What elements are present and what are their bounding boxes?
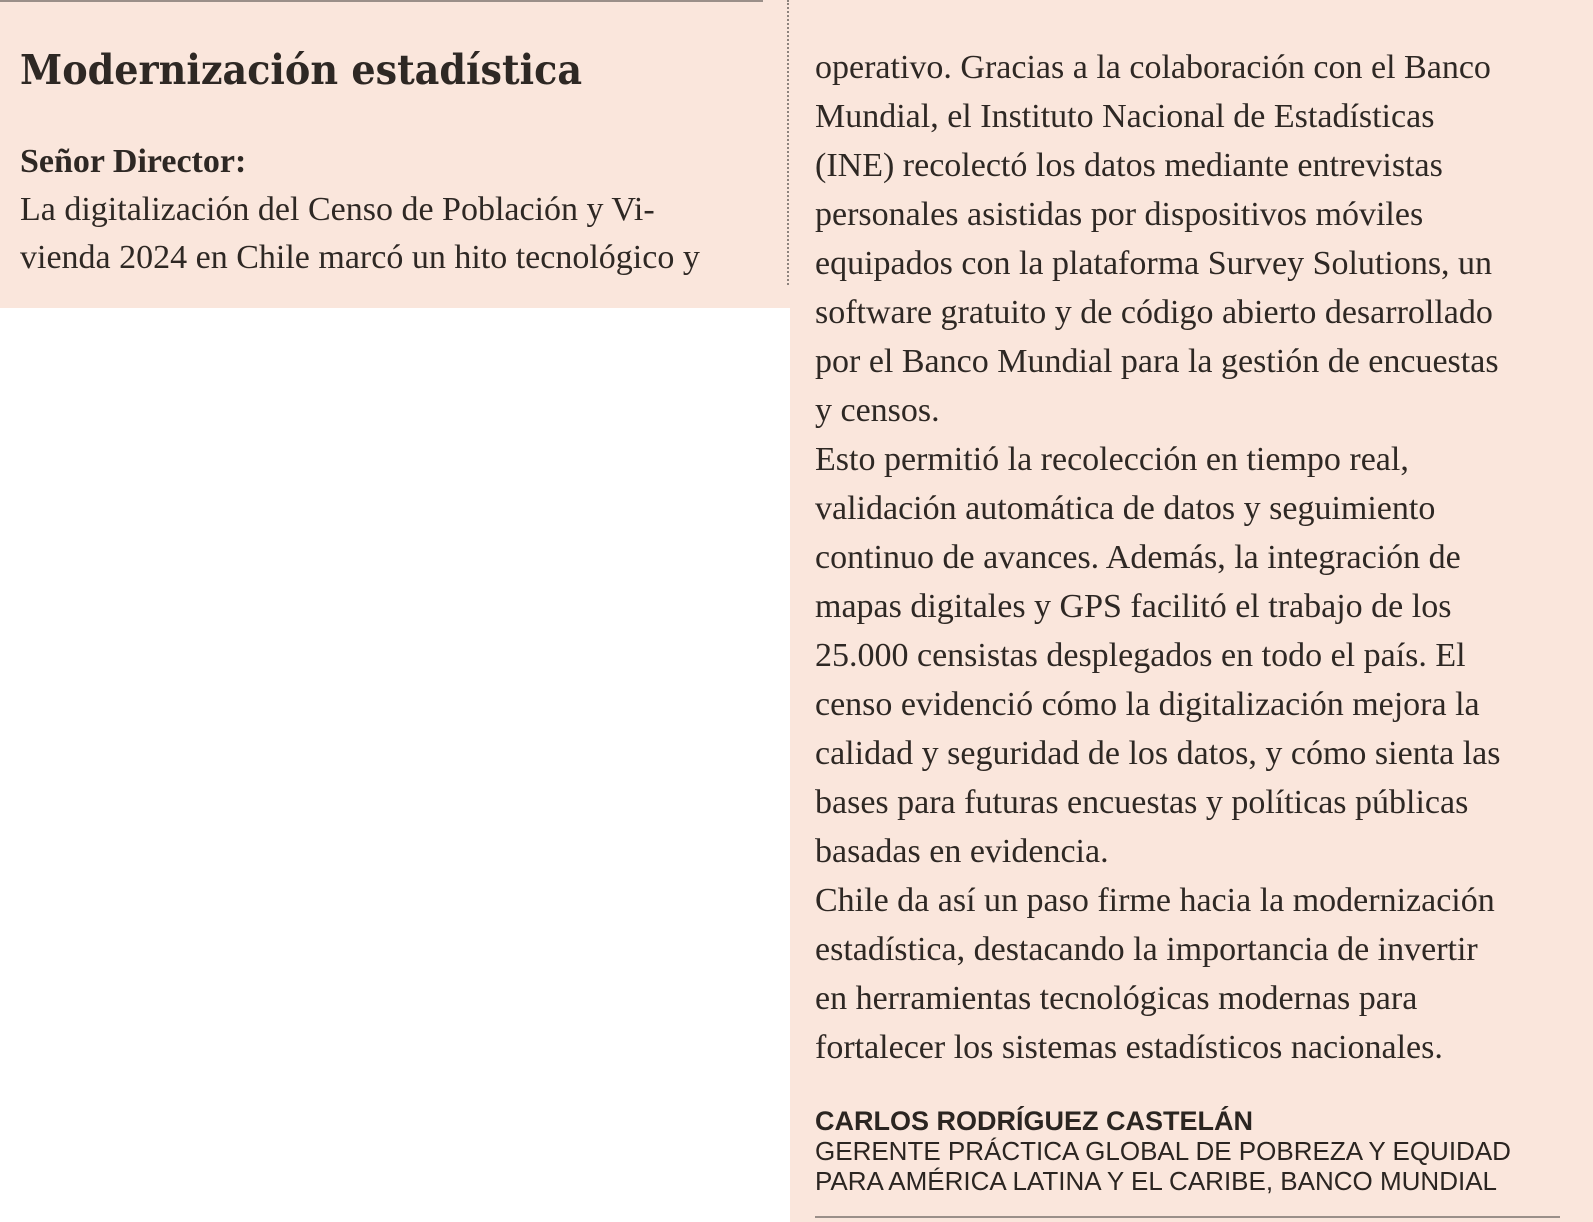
body-line: Chile da así un paso firme hacia la modernización <box>815 882 1495 919</box>
body-line: software gratuito y de código abierto desarrollado <box>815 294 1493 331</box>
top-rule <box>0 0 763 2</box>
body-line: estadística, destacando la importancia de invertir <box>815 931 1478 968</box>
salutation: Señor Director: <box>20 143 247 180</box>
left-column-line: vienda 2024 en Chile marcó un hito tecnológico y <box>20 239 700 276</box>
signature-name: CARLOS RODRÍGUEZ CASTELÁN <box>815 1106 1253 1136</box>
body-line: mapas digitales y GPS facilitó el trabajo de los <box>815 588 1452 625</box>
body-line: operativo. Gracias a la colaboración con el Banco <box>815 49 1491 86</box>
signature-role: PARA AMÉRICA LATINA Y EL CARIBE, BANCO MUNDIAL <box>815 1166 1497 1196</box>
letter-headline: Modernización estadística <box>20 46 583 94</box>
body-line: por el Banco Mundial para la gestión de encuestas <box>815 343 1499 380</box>
body-line: calidad y seguridad de los datos, y cómo sienta las <box>815 735 1501 772</box>
body-line: 25.000 censistas desplegados en todo el país. El <box>815 637 1466 674</box>
body-line: Mundial, el Instituto Nacional de Estadísticas <box>815 98 1435 135</box>
body-line: continuo de avances. Además, la integración de <box>815 539 1461 576</box>
body-line: validación automática de datos y seguimiento <box>815 490 1436 527</box>
body-line: bases para futuras encuestas y políticas públicas <box>815 784 1469 821</box>
body-line: personales asistidas por dispositivos móviles <box>815 196 1424 233</box>
bottom-rule <box>815 1216 1560 1218</box>
body-line: basadas en evidencia. <box>815 833 1109 870</box>
body-line: equipados con la plataforma Survey Solutions, un <box>815 245 1493 282</box>
column-divider <box>787 0 789 285</box>
body-line: censo evidenció cómo la digitalización mejora la <box>815 686 1480 723</box>
body-line: fortalecer los sistemas estadísticos nacionales. <box>815 1029 1443 1066</box>
signature-role: GERENTE PRÁCTICA GLOBAL DE POBREZA Y EQUIDAD <box>815 1136 1511 1166</box>
body-line: en herramientas tecnológicas modernas para <box>815 980 1418 1017</box>
body-line: y censos. <box>815 392 940 429</box>
left-column-line: La digitalización del Censo de Población y Vi- <box>20 191 655 228</box>
body-line: Esto permitió la recolección en tiempo real, <box>815 441 1409 478</box>
body-line: (INE) recolectó los datos mediante entrevistas <box>815 147 1443 184</box>
